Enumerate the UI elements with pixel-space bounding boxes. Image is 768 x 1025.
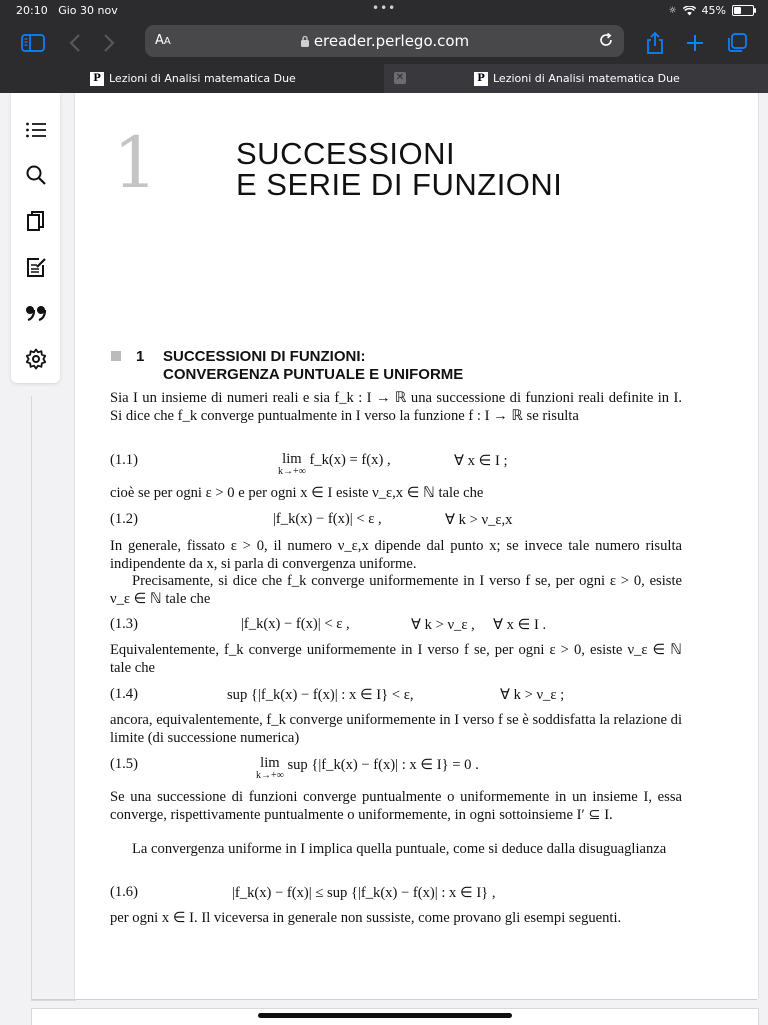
chapter-title: SUCCESSIONI E SERIE DI FUNZIONI	[236, 136, 563, 202]
section-title: SUCCESSIONI DI FUNZIONI: CONVERGENZA PUNTUALE E UNIFORME	[163, 348, 464, 383]
url-text[interactable]: ereader.perlego.com	[145, 32, 624, 50]
perlego-favicon-icon: P	[474, 72, 488, 86]
equation-1-4-condition: ∀ k > ν_ε ;	[500, 687, 565, 703]
equation-1-3: |f_k(x) − f(x)| < ε ,	[241, 616, 350, 632]
paragraph-3: In generale, fissato ε > 0, il numero ν_ε,x dipende dal punto x; se invece tale numero risulta indipendente da x, si parla di convergenza uniforme.	[110, 538, 682, 572]
back-icon[interactable]	[62, 30, 88, 56]
equation-1-6: |f_k(x) − f(x)| ≤ sup {|f_k(x) − f(x)| : x ∈ I} ,	[232, 885, 496, 901]
page-divider	[31, 999, 757, 1000]
reader-sidebar	[11, 93, 60, 383]
paragraph-2: cioè se per ogni ε > 0 e per ogni x ∈ I esiste ν_ε,x ∈ ℕ tale che	[110, 485, 484, 501]
bookmarks-icon[interactable]	[23, 208, 49, 234]
share-icon[interactable]	[642, 30, 668, 56]
tab-title: Lezioni di Analisi matematica Due	[109, 72, 296, 85]
browser-toolbar	[0, 22, 768, 64]
paragraph-6: ancora, equivalentemente, f_k converge uniformemente in I verso f se è soddisfatta la relazione di limite (di successione numerica)	[110, 712, 682, 746]
orientation-lock-icon: ☼	[668, 5, 677, 16]
equation-1-2: |f_k(x) − f(x)| < ε ,	[273, 511, 382, 527]
tab-title: Lezioni di Analisi matematica Due	[493, 72, 680, 85]
home-indicator[interactable]	[258, 1013, 512, 1018]
tabs-overview-icon[interactable]	[724, 30, 750, 56]
perlego-favicon-icon: P	[90, 72, 104, 86]
tab-bar	[0, 64, 768, 93]
equation-label: (1.1)	[110, 452, 138, 468]
tab-active[interactable]	[0, 64, 384, 93]
equation-label: (1.3)	[110, 616, 138, 632]
status-bar	[0, 0, 768, 22]
list-icon[interactable]	[23, 117, 49, 143]
lock-icon	[300, 35, 310, 47]
paragraph-9: per ogni x ∈ I. Il viceversa in generale non sussiste, come provano gli esempi seguenti.	[110, 910, 622, 926]
equation-label: (1.4)	[110, 686, 138, 702]
text-size-button[interactable]: AA	[155, 33, 171, 48]
tab-close-icon[interactable]: ✕	[395, 72, 405, 83]
equation-label: (1.5)	[110, 756, 138, 772]
equation-1-5: lim k→+∞ sup {|f_k(x) − f(x)| : x ∈ I} = 0 .	[256, 755, 479, 781]
tab-inactive[interactable]	[474, 64, 680, 93]
address-bar[interactable]	[145, 25, 624, 57]
paragraph-8: La convergenza uniforme in I implica quella puntuale, come si deduce dalla disuguaglianza	[132, 841, 667, 857]
reload-icon[interactable]	[598, 32, 614, 52]
paragraph-5: Equivalentemente, f_k converge uniformemente in I verso f se, per ogni ε > 0, esiste ν_ε ∈ ℕ tale che	[110, 642, 682, 676]
equation-1-2-condition: ∀ k > ν_ε,x	[445, 512, 513, 528]
sidebar-toggle-icon[interactable]	[20, 30, 46, 56]
equation-1-1: lim k→+∞ f_k(x) = f(x) ,	[278, 451, 391, 477]
equation-label: (1.6)	[110, 884, 138, 900]
equation-1-3-condition-k: ∀ k > ν_ε ,	[411, 617, 475, 633]
status-right	[668, 4, 754, 17]
battery-percent: 45%	[701, 4, 726, 17]
paragraph-4: Precisamente, si dice che f_k converge uniformemente in I verso f se, per ogni ε > 0, esiste ν_ε ∈ ℕ tale che	[110, 573, 682, 607]
battery-icon	[732, 5, 754, 16]
notes-icon[interactable]	[23, 254, 49, 280]
chapter-number: 1	[113, 122, 158, 204]
search-icon[interactable]	[23, 162, 49, 188]
forward-icon[interactable]	[96, 30, 122, 56]
section-bullet	[111, 351, 121, 361]
settings-icon[interactable]	[23, 346, 49, 372]
equation-1-3-condition-x: ∀ x ∈ I .	[493, 617, 547, 633]
new-tab-icon[interactable]	[682, 30, 708, 56]
page-edge	[31, 396, 76, 1001]
equation-1-1-condition: ∀ x ∈ I ;	[454, 453, 508, 469]
section-number: 1	[136, 348, 145, 365]
equation-label: (1.2)	[110, 511, 138, 527]
multitasking-dots-icon[interactable]: •••	[372, 1, 397, 15]
paragraph-1: Sia I un insieme di numeri reali e sia f_k : I → ℝ una successione di funzioni reali definite in I. Si dice che f_k converge puntualmente in I verso la funzione f : I → ℝ se risulta	[110, 390, 682, 424]
status-time: 20:10 Gio 30 nov	[16, 4, 118, 17]
equation-1-4: sup {|f_k(x) − f(x)| : x ∈ I} < ε,	[227, 687, 414, 703]
paragraph-7: Se una successione di funzioni converge puntualmente o uniformemente in un insieme I, essa converge, rispettivamente puntualmente o uniformemente, in ogni sottoinsieme I′ ⊆ I.	[110, 789, 682, 823]
quote-icon[interactable]	[23, 300, 49, 326]
wifi-icon	[683, 6, 696, 16]
